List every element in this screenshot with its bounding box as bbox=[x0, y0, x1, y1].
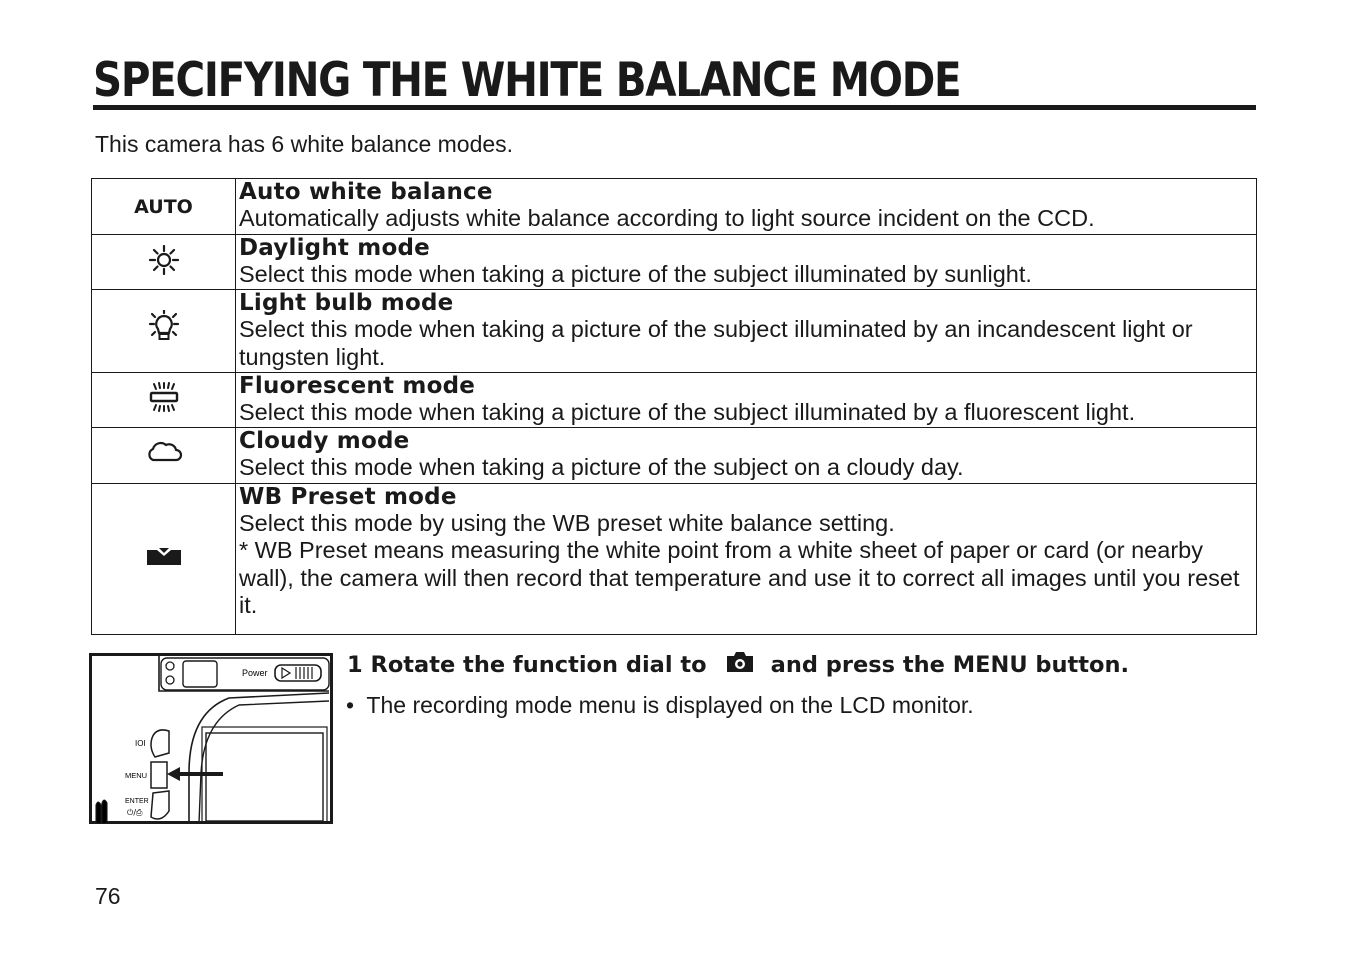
mode-name: Daylight mode bbox=[239, 235, 430, 261]
table-row bbox=[92, 483, 1257, 634]
camera-icon bbox=[725, 651, 755, 681]
step-1-heading bbox=[347, 650, 1129, 681]
mode-name: Fluorescent mode bbox=[239, 373, 476, 399]
mode-description-cell bbox=[236, 179, 1257, 235]
mode-note: * WB Preset means measuring the white point from a white sheet of paper or card (or nearby wall), the camera will then record that temperature and use it to correct all images until you reset it. bbox=[239, 537, 1240, 618]
svg-text:⏻/⎙: ⏻/⎙ bbox=[127, 808, 143, 817]
table-row bbox=[92, 427, 1257, 483]
menu-button-label: MENU bbox=[125, 771, 148, 780]
mode-description-cell bbox=[236, 235, 1257, 290]
page-title: SPECIFYING THE WHITE BALANCE MODE bbox=[93, 52, 1256, 110]
mode-description-cell bbox=[236, 373, 1257, 428]
intro-text: This camera has 6 white balance modes. bbox=[95, 131, 514, 157]
enter-button-label: ENTER bbox=[125, 798, 149, 805]
mode-name: Cloudy mode bbox=[239, 427, 410, 454]
mode-name: Light bulb mode bbox=[239, 290, 454, 316]
step-text-before: 1 Rotate the function dial to bbox=[347, 652, 707, 678]
auto-icon-cell bbox=[92, 179, 236, 235]
mode-description: Select this mode by using the WB preset white balance setting. bbox=[239, 509, 895, 536]
bullet-text: The recording mode menu is displayed on the LCD monitor. bbox=[366, 692, 974, 718]
power-label: Power bbox=[242, 668, 268, 678]
step-text-after: and press the MENU button. bbox=[770, 652, 1130, 678]
table-row bbox=[92, 290, 1257, 373]
table-row bbox=[92, 373, 1257, 428]
sun-icon-cell bbox=[92, 235, 236, 290]
mode-description-cell bbox=[236, 483, 1257, 634]
sun-icon bbox=[149, 245, 179, 275]
light-bulb-icon bbox=[146, 310, 182, 348]
mode-description-cell bbox=[236, 427, 1257, 483]
cloud-icon bbox=[144, 440, 184, 466]
light-bulb-icon-cell bbox=[92, 290, 236, 373]
cloud-icon-cell bbox=[92, 427, 236, 483]
mode-description: Select this mode when taking a picture of the subject illuminated by a fluorescent light. bbox=[239, 399, 1136, 425]
camera-diagram bbox=[89, 653, 333, 824]
table-row bbox=[92, 235, 1257, 290]
step-1-bullet: • The recording mode menu is displayed on the LCD monitor. bbox=[346, 692, 974, 718]
wb-preset-icon bbox=[146, 546, 182, 566]
mode-description-cell bbox=[236, 290, 1257, 373]
mode-description: Select this mode when taking a picture of the subject on a cloudy day. bbox=[239, 453, 964, 480]
mode-description: Automatically adjusts white balance according to light source incident on the CCD. bbox=[239, 205, 1095, 231]
table-row bbox=[92, 179, 1257, 235]
auto-text-icon: AUTO bbox=[134, 195, 193, 218]
white-balance-table bbox=[91, 178, 1257, 635]
mode-description: Select this mode when taking a picture of the subject illuminated by sunlight. bbox=[239, 261, 1032, 287]
fluorescent-icon bbox=[148, 382, 180, 412]
page-number: 76 bbox=[95, 883, 121, 909]
mode-name: Auto white balance bbox=[239, 179, 493, 205]
wb-preset-icon-cell bbox=[92, 483, 236, 634]
display-button-label: IOI bbox=[135, 739, 146, 748]
mode-name: WB Preset mode bbox=[239, 483, 457, 510]
mode-description: Select this mode when taking a picture of the subject illuminated by an incandescent light or tungsten light. bbox=[239, 316, 1193, 370]
fluorescent-icon-cell bbox=[92, 373, 236, 428]
